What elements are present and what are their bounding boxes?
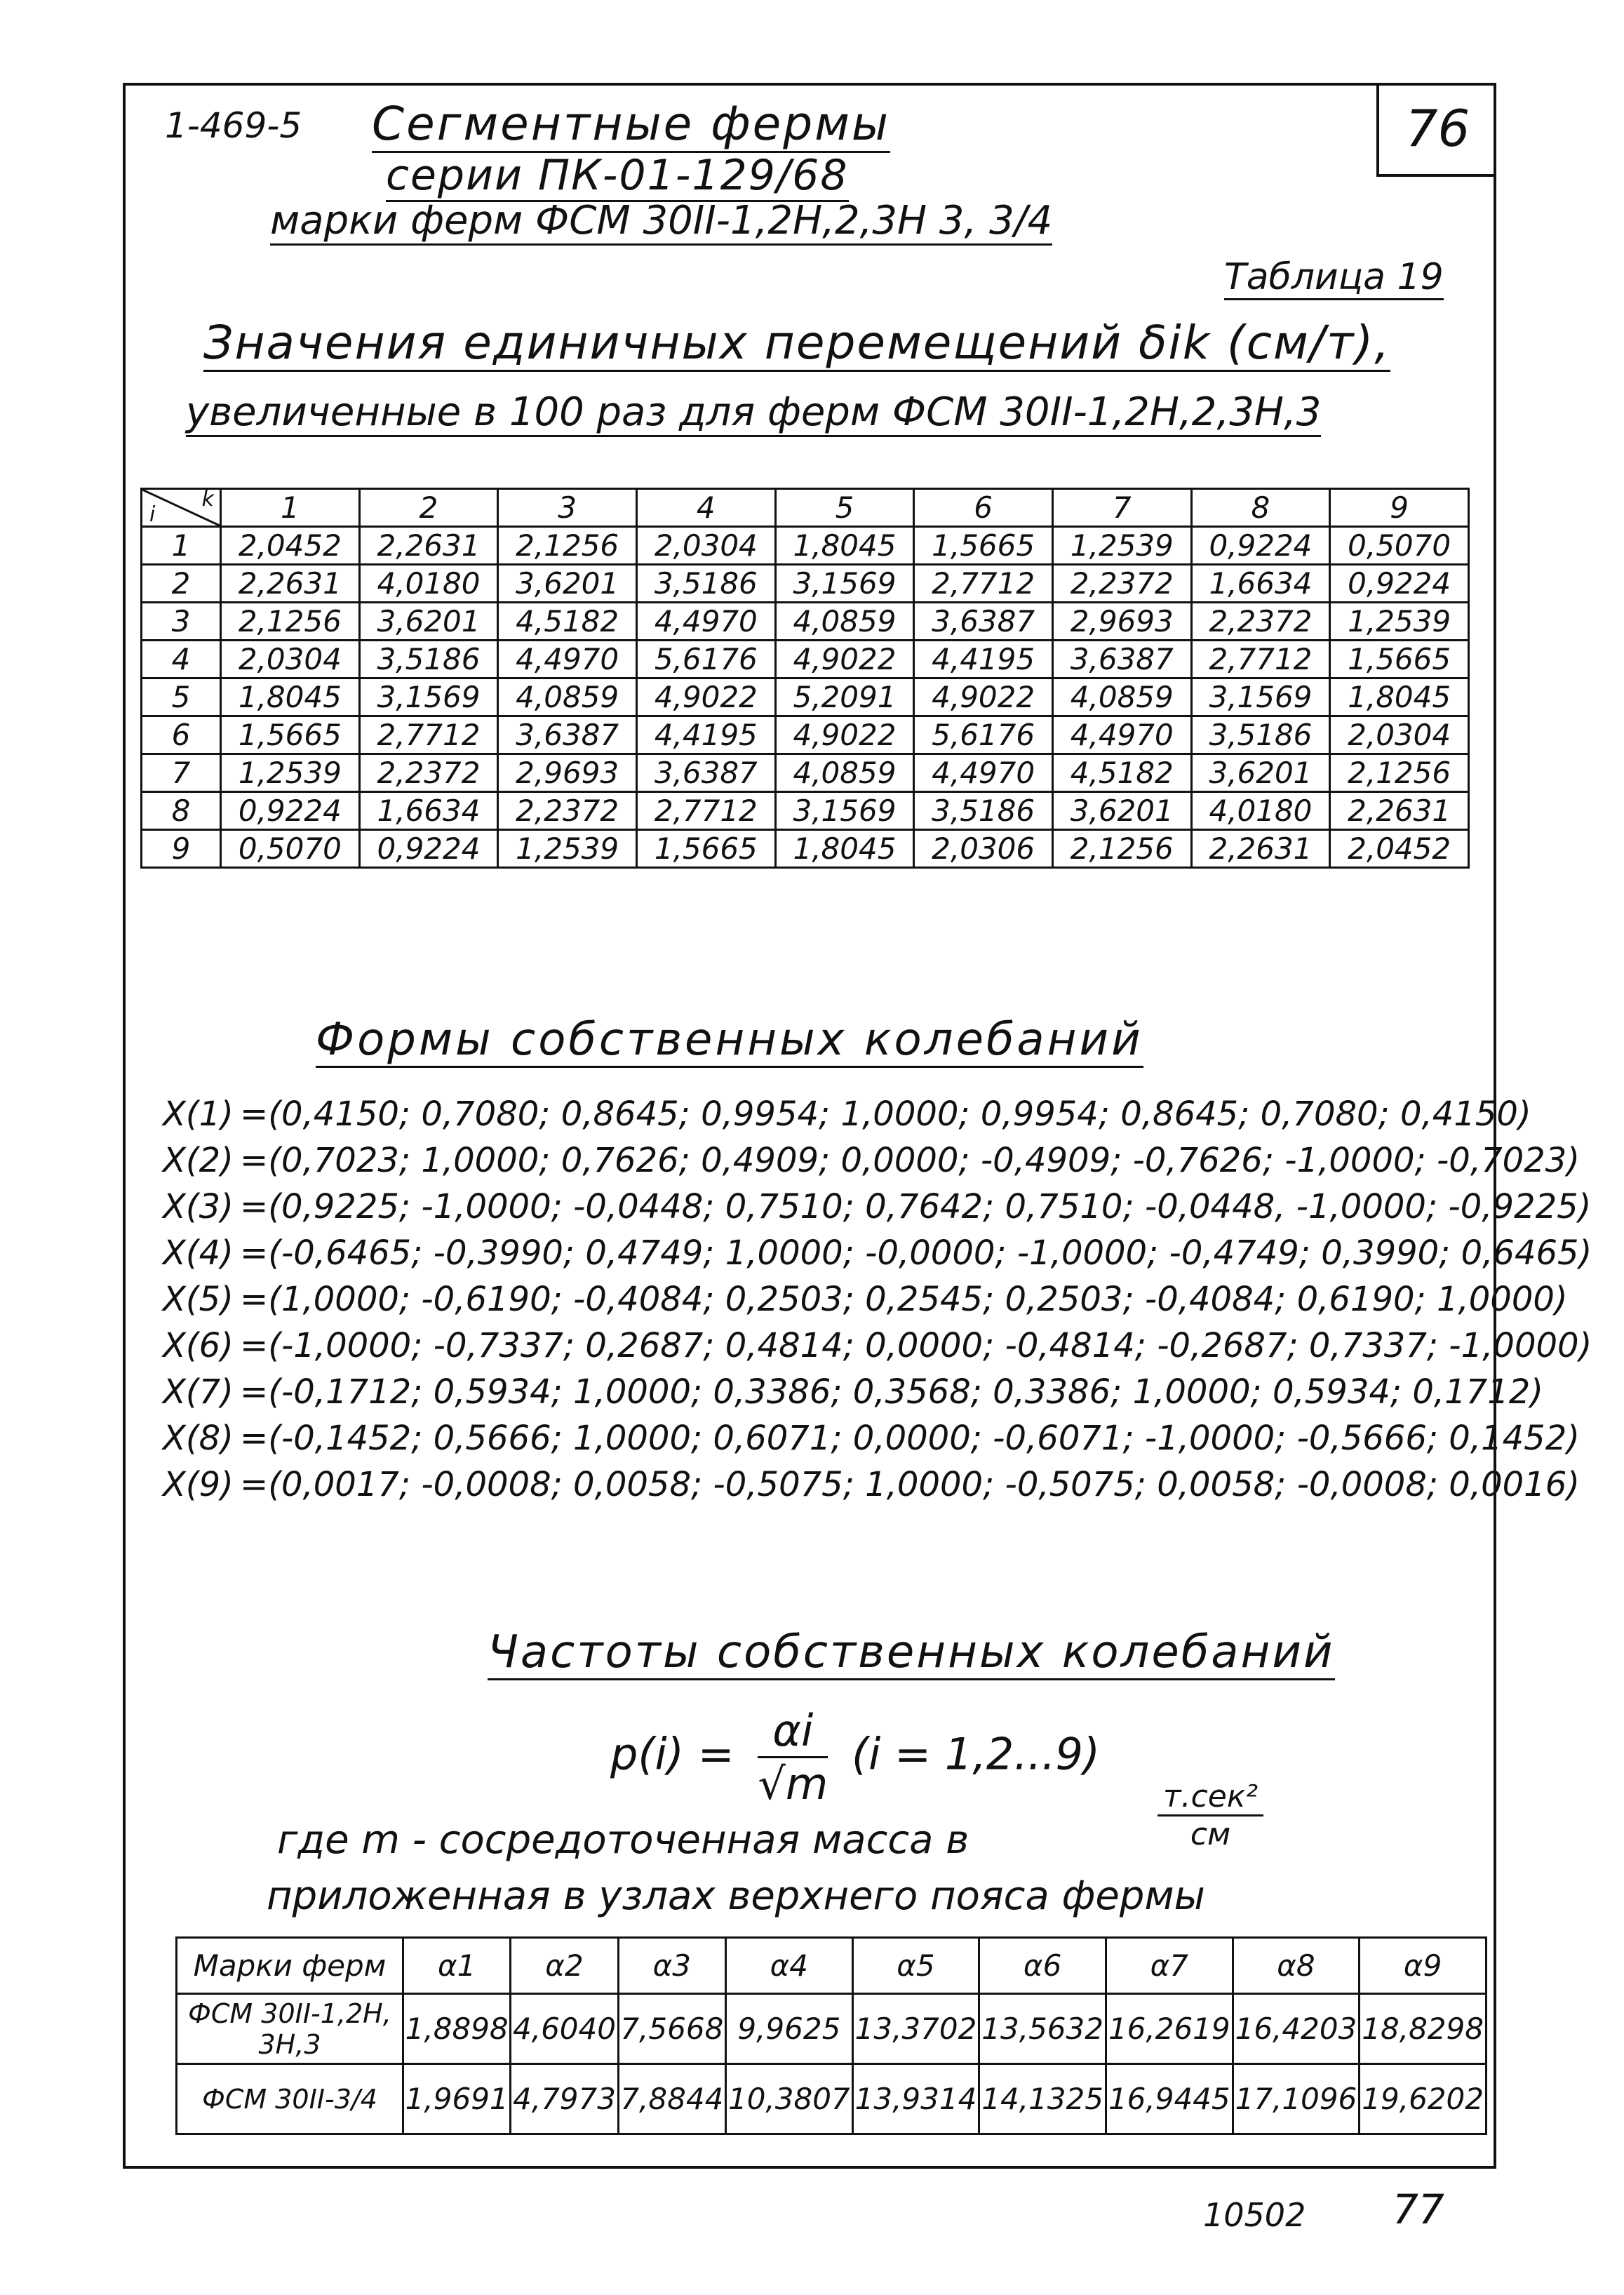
mode-shape-label: X(2) [163, 1141, 234, 1180]
table-cell: 4,0180 [359, 565, 498, 603]
table-cell: 2,0304 [1330, 716, 1469, 754]
mode-shape-values: =(1,0000; -0,6190; -0,4084; 0,2503; 0,2545; 0,2503; -0,4084; 0,6190; 1,0000) [240, 1280, 1568, 1319]
mode-shape-row [163, 1369, 1592, 1415]
table-row [142, 678, 1469, 716]
column-header: α5 [852, 1938, 979, 1994]
mode-shape-label: X(9) [163, 1465, 234, 1504]
table-cell: 1,5665 [1330, 641, 1469, 678]
table-row [142, 792, 1469, 830]
table-cell: 1,8045 [775, 830, 914, 868]
table-cell: 2,7712 [636, 792, 775, 830]
table-cell: 3,6387 [498, 716, 637, 754]
mode-shape-values: =(0,7023; 1,0000; 0,7626; 0,4909; 0,0000; -0,4909; -0,7626; -1,0000; -0,7023) [240, 1141, 1580, 1180]
archive-number: 10502 [1203, 2196, 1306, 2234]
table-cell: 4,9022 [914, 678, 1053, 716]
table-row [142, 830, 1469, 868]
row-index: 7 [142, 754, 221, 792]
column-header: α4 [725, 1938, 852, 1994]
table-cell: 16,2619 [1106, 1994, 1233, 2064]
table-cell: 4,4970 [498, 641, 637, 678]
truss-mark: ФСМ 30II-3/4 [177, 2064, 403, 2134]
table-label: Таблица 19 [1224, 256, 1444, 300]
table-cell: 3,1569 [359, 678, 498, 716]
table-cell: 2,1256 [1052, 830, 1191, 868]
formula-lhs: p(i) = [610, 1728, 734, 1780]
column-header-marks: Марки ферм [177, 1938, 403, 1994]
mode-shape-row [163, 1184, 1592, 1230]
table-cell: 5,2091 [775, 678, 914, 716]
mode-shape-row [163, 1276, 1592, 1323]
table-cell: 0,9224 [1330, 565, 1469, 603]
table-cell: 4,4195 [636, 716, 775, 754]
column-header: α2 [511, 1938, 618, 1994]
table-cell: 3,6201 [1052, 792, 1191, 830]
column-header: 4 [636, 489, 775, 527]
table-cell: 4,9022 [636, 678, 775, 716]
table-cell: 2,1256 [1330, 754, 1469, 792]
table-cell: 1,6634 [359, 792, 498, 830]
table-cell: 13,5632 [979, 1994, 1106, 2064]
unit-numerator: т.сек² [1157, 1779, 1263, 1816]
table-cell: 4,7973 [511, 2064, 618, 2134]
table-cell: 1,8045 [1330, 678, 1469, 716]
mode-shape-label: X(1) [163, 1095, 234, 1134]
frequency-formula [610, 1705, 1100, 1809]
mode-shape-row [163, 1415, 1592, 1461]
table-cell: 3,6201 [498, 565, 637, 603]
table-header-row [177, 1938, 1487, 1994]
table-cell: 13,9314 [852, 2064, 979, 2134]
table-cell: 14,1325 [979, 2064, 1106, 2134]
table-cell: 3,6201 [1191, 754, 1330, 792]
column-header: α7 [1106, 1938, 1233, 1994]
table-cell: 3,1569 [1191, 678, 1330, 716]
table-row [177, 1994, 1487, 2064]
formula-denominator: √m [758, 1758, 828, 1809]
table-cell: 2,7712 [914, 565, 1053, 603]
frequency-coefficients-table [175, 1936, 1487, 2135]
mass-unit [1157, 1779, 1263, 1852]
table-row [177, 2064, 1487, 2134]
column-header: α3 [618, 1938, 725, 1994]
table-cell: 3,6387 [914, 603, 1053, 641]
title-line-1: Сегментные фермы [372, 97, 890, 153]
table-cell: 17,1096 [1233, 2064, 1360, 2134]
corner-label-k: k [201, 487, 214, 511]
table-cell: 4,0859 [1052, 678, 1191, 716]
row-index: 3 [142, 603, 221, 641]
table-cell: 4,5182 [1052, 754, 1191, 792]
table-cell: 2,2372 [359, 754, 498, 792]
table-cell: 2,9693 [1052, 603, 1191, 641]
mode-shape-label: X(3) [163, 1187, 234, 1226]
mode-shape-values: =(-1,0000; -0,7337; 0,2687; 0,4814; 0,0000; -0,4814; -0,2687; 0,7337; -1,0000) [240, 1326, 1592, 1365]
table-cell: 3,5186 [359, 641, 498, 678]
table-cell: 2,2631 [359, 527, 498, 565]
title-line-2: серии ПК-01-129/68 [386, 151, 849, 202]
table-cell: 18,8298 [1360, 1994, 1487, 2064]
column-header: 2 [359, 489, 498, 527]
column-header: 7 [1052, 489, 1191, 527]
row-index: 6 [142, 716, 221, 754]
table-cell: 9,9625 [725, 1994, 852, 2064]
table-cell: 2,1256 [498, 527, 637, 565]
table-cell: 2,0304 [221, 641, 360, 678]
mode-shapes-heading: Формы собственных колебаний [316, 1014, 1143, 1068]
table-cell: 1,8898 [403, 1994, 511, 2064]
table-cell: 3,5186 [914, 792, 1053, 830]
table-cell: 5,6176 [636, 641, 775, 678]
table-cell: 2,2631 [221, 565, 360, 603]
mode-shape-row [163, 1230, 1592, 1276]
row-index: 2 [142, 565, 221, 603]
column-header: α8 [1233, 1938, 1360, 1994]
table-cell: 2,0306 [914, 830, 1053, 868]
column-header: 6 [914, 489, 1053, 527]
column-header: 9 [1330, 489, 1469, 527]
table-cell: 3,6201 [359, 603, 498, 641]
table-cell: 1,2539 [498, 830, 637, 868]
table-cell: 2,0304 [636, 527, 775, 565]
table-cell: 2,2631 [1330, 792, 1469, 830]
table-cell: 4,9022 [775, 716, 914, 754]
table-cell: 16,4203 [1233, 1994, 1360, 2064]
displacement-table [140, 488, 1470, 869]
mode-shape-row [163, 1091, 1592, 1137]
table-cell: 19,6202 [1360, 2064, 1487, 2134]
table-corner-cell [142, 489, 221, 527]
table-cell: 5,6176 [914, 716, 1053, 754]
table-row [142, 565, 1469, 603]
table-cell: 0,9224 [359, 830, 498, 868]
table-cell: 1,5665 [914, 527, 1053, 565]
table-cell: 4,4970 [636, 603, 775, 641]
displacement-heading-line-1: Значения единичных перемещений δik (см/т), [203, 316, 1390, 372]
table-row [142, 527, 1469, 565]
truss-mark: ФСМ 30II-1,2Н, 3Н,3 [177, 1994, 403, 2064]
mode-shape-values: =(0,0017; -0,0008; 0,0058; -0,5075; 1,0000; -0,5075; 0,0058; -0,0008; 0,0016) [240, 1465, 1580, 1504]
table-cell: 1,2539 [1330, 603, 1469, 641]
table-cell: 2,2372 [1191, 603, 1330, 641]
mode-shape-row [163, 1323, 1592, 1369]
row-index: 4 [142, 641, 221, 678]
table-cell: 3,6387 [636, 754, 775, 792]
table-cell: 2,2631 [1191, 830, 1330, 868]
table-cell: 4,4195 [914, 641, 1053, 678]
table-cell: 16,9445 [1106, 2064, 1233, 2134]
mode-shape-values: =(-0,6465; -0,3990; 0,4749; 1,0000; -0,0000; -1,0000; -0,4749; 0,3990; 0,6465) [240, 1233, 1592, 1273]
table-cell: 2,9693 [498, 754, 637, 792]
table-cell: 2,7712 [359, 716, 498, 754]
table-cell: 1,8045 [221, 678, 360, 716]
table-cell: 2,0452 [1330, 830, 1469, 868]
table-row [142, 754, 1469, 792]
table-cell: 2,2372 [498, 792, 637, 830]
mode-shape-row [163, 1461, 1592, 1508]
table-cell: 1,8045 [775, 527, 914, 565]
mode-shape-label: X(6) [163, 1326, 234, 1365]
table-cell: 4,0859 [775, 754, 914, 792]
displacement-heading-line-2: увеличенные в 100 раз для ферм ФСМ 30II-1,2Н,2,3Н,3 [186, 389, 1321, 437]
table-cell: 10,3807 [725, 2064, 852, 2134]
table-cell: 2,1256 [221, 603, 360, 641]
title-line-3: марки ферм ФСМ 30II-1,2Н,2,3Н 3, 3/4 [270, 198, 1052, 246]
table-row [142, 641, 1469, 678]
table-cell: 3,1569 [775, 565, 914, 603]
table-row [142, 603, 1469, 641]
table-cell: 0,9224 [221, 792, 360, 830]
mass-definition-line-1: где m - сосредоточенная масса в [277, 1817, 969, 1863]
mode-shape-values: =(-0,1712; 0,5934; 1,0000; 0,3386; 0,3568; 0,3386; 1,0000; 0,5934; 0,1712) [240, 1372, 1544, 1412]
mode-shape-label: X(7) [163, 1372, 234, 1412]
mode-shapes-list [163, 1091, 1592, 1508]
mass-definition-line-2: приложенная в узлах верхнего пояса фермы [267, 1873, 1205, 1919]
formula-numerator: αi [758, 1705, 828, 1758]
mode-shape-row [163, 1137, 1592, 1184]
row-index: 9 [142, 830, 221, 868]
table-cell: 3,1569 [775, 792, 914, 830]
table-cell: 3,6387 [1052, 641, 1191, 678]
column-header: 3 [498, 489, 637, 527]
table-cell: 13,3702 [852, 1994, 979, 2064]
table-cell: 2,2372 [1052, 565, 1191, 603]
column-header: 8 [1191, 489, 1330, 527]
table-cell: 1,2539 [1052, 527, 1191, 565]
table-cell: 4,0859 [775, 603, 914, 641]
table-cell: 4,5182 [498, 603, 637, 641]
column-header: α6 [979, 1938, 1106, 1994]
mode-shape-values: =(-0,1452; 0,5666; 1,0000; 0,6071; 0,0000; -0,6071; -1,0000; -0,5666; 0,1452) [240, 1419, 1580, 1458]
mode-shape-label: X(8) [163, 1419, 234, 1458]
table-header-row [142, 489, 1469, 527]
formula-range: (i = 1,2...9) [851, 1728, 1101, 1780]
sheet-number: 77 [1393, 2186, 1444, 2233]
row-index: 8 [142, 792, 221, 830]
row-index: 1 [142, 527, 221, 565]
table-cell: 2,7712 [1191, 641, 1330, 678]
table-cell: 1,6634 [1191, 565, 1330, 603]
table-cell: 7,5668 [618, 1994, 725, 2064]
column-header: α9 [1360, 1938, 1487, 1994]
corner-label-i: i [149, 502, 156, 527]
mode-shape-label: X(5) [163, 1280, 234, 1319]
table-row [142, 716, 1469, 754]
table-cell: 4,9022 [775, 641, 914, 678]
table-cell: 4,6040 [511, 1994, 618, 2064]
frequencies-heading: Частоты собственных колебаний [488, 1626, 1335, 1680]
table-cell: 7,8844 [618, 2064, 725, 2134]
table-cell: 4,0180 [1191, 792, 1330, 830]
table-cell: 4,0859 [498, 678, 637, 716]
document-code: 1-469-5 [165, 105, 302, 146]
table-cell: 0,5070 [1330, 527, 1469, 565]
table-cell: 4,4970 [1052, 716, 1191, 754]
mode-shape-values: =(0,9225; -1,0000; -0,0448; 0,7510; 0,7642; 0,7510; -0,0448, -1,0000; -0,9225) [240, 1187, 1592, 1226]
table-cell: 3,5186 [636, 565, 775, 603]
page-number: 76 [1376, 83, 1496, 177]
mode-shape-values: =(0,4150; 0,7080; 0,8645; 0,9954; 1,0000; 0,9954; 0,8645; 0,7080; 0,4150) [240, 1095, 1531, 1134]
table-cell: 1,2539 [221, 754, 360, 792]
table-cell: 4,4970 [914, 754, 1053, 792]
table-cell: 2,0452 [221, 527, 360, 565]
mode-shape-label: X(4) [163, 1233, 234, 1273]
table-cell: 1,9691 [403, 2064, 511, 2134]
column-header: α1 [403, 1938, 511, 1994]
unit-denominator: см [1190, 1816, 1231, 1852]
row-index: 5 [142, 678, 221, 716]
table-cell: 0,9224 [1191, 527, 1330, 565]
table-cell: 1,5665 [221, 716, 360, 754]
table-cell: 1,5665 [636, 830, 775, 868]
column-header: 1 [221, 489, 360, 527]
column-header: 5 [775, 489, 914, 527]
table-cell: 0,5070 [221, 830, 360, 868]
table-cell: 3,5186 [1191, 716, 1330, 754]
